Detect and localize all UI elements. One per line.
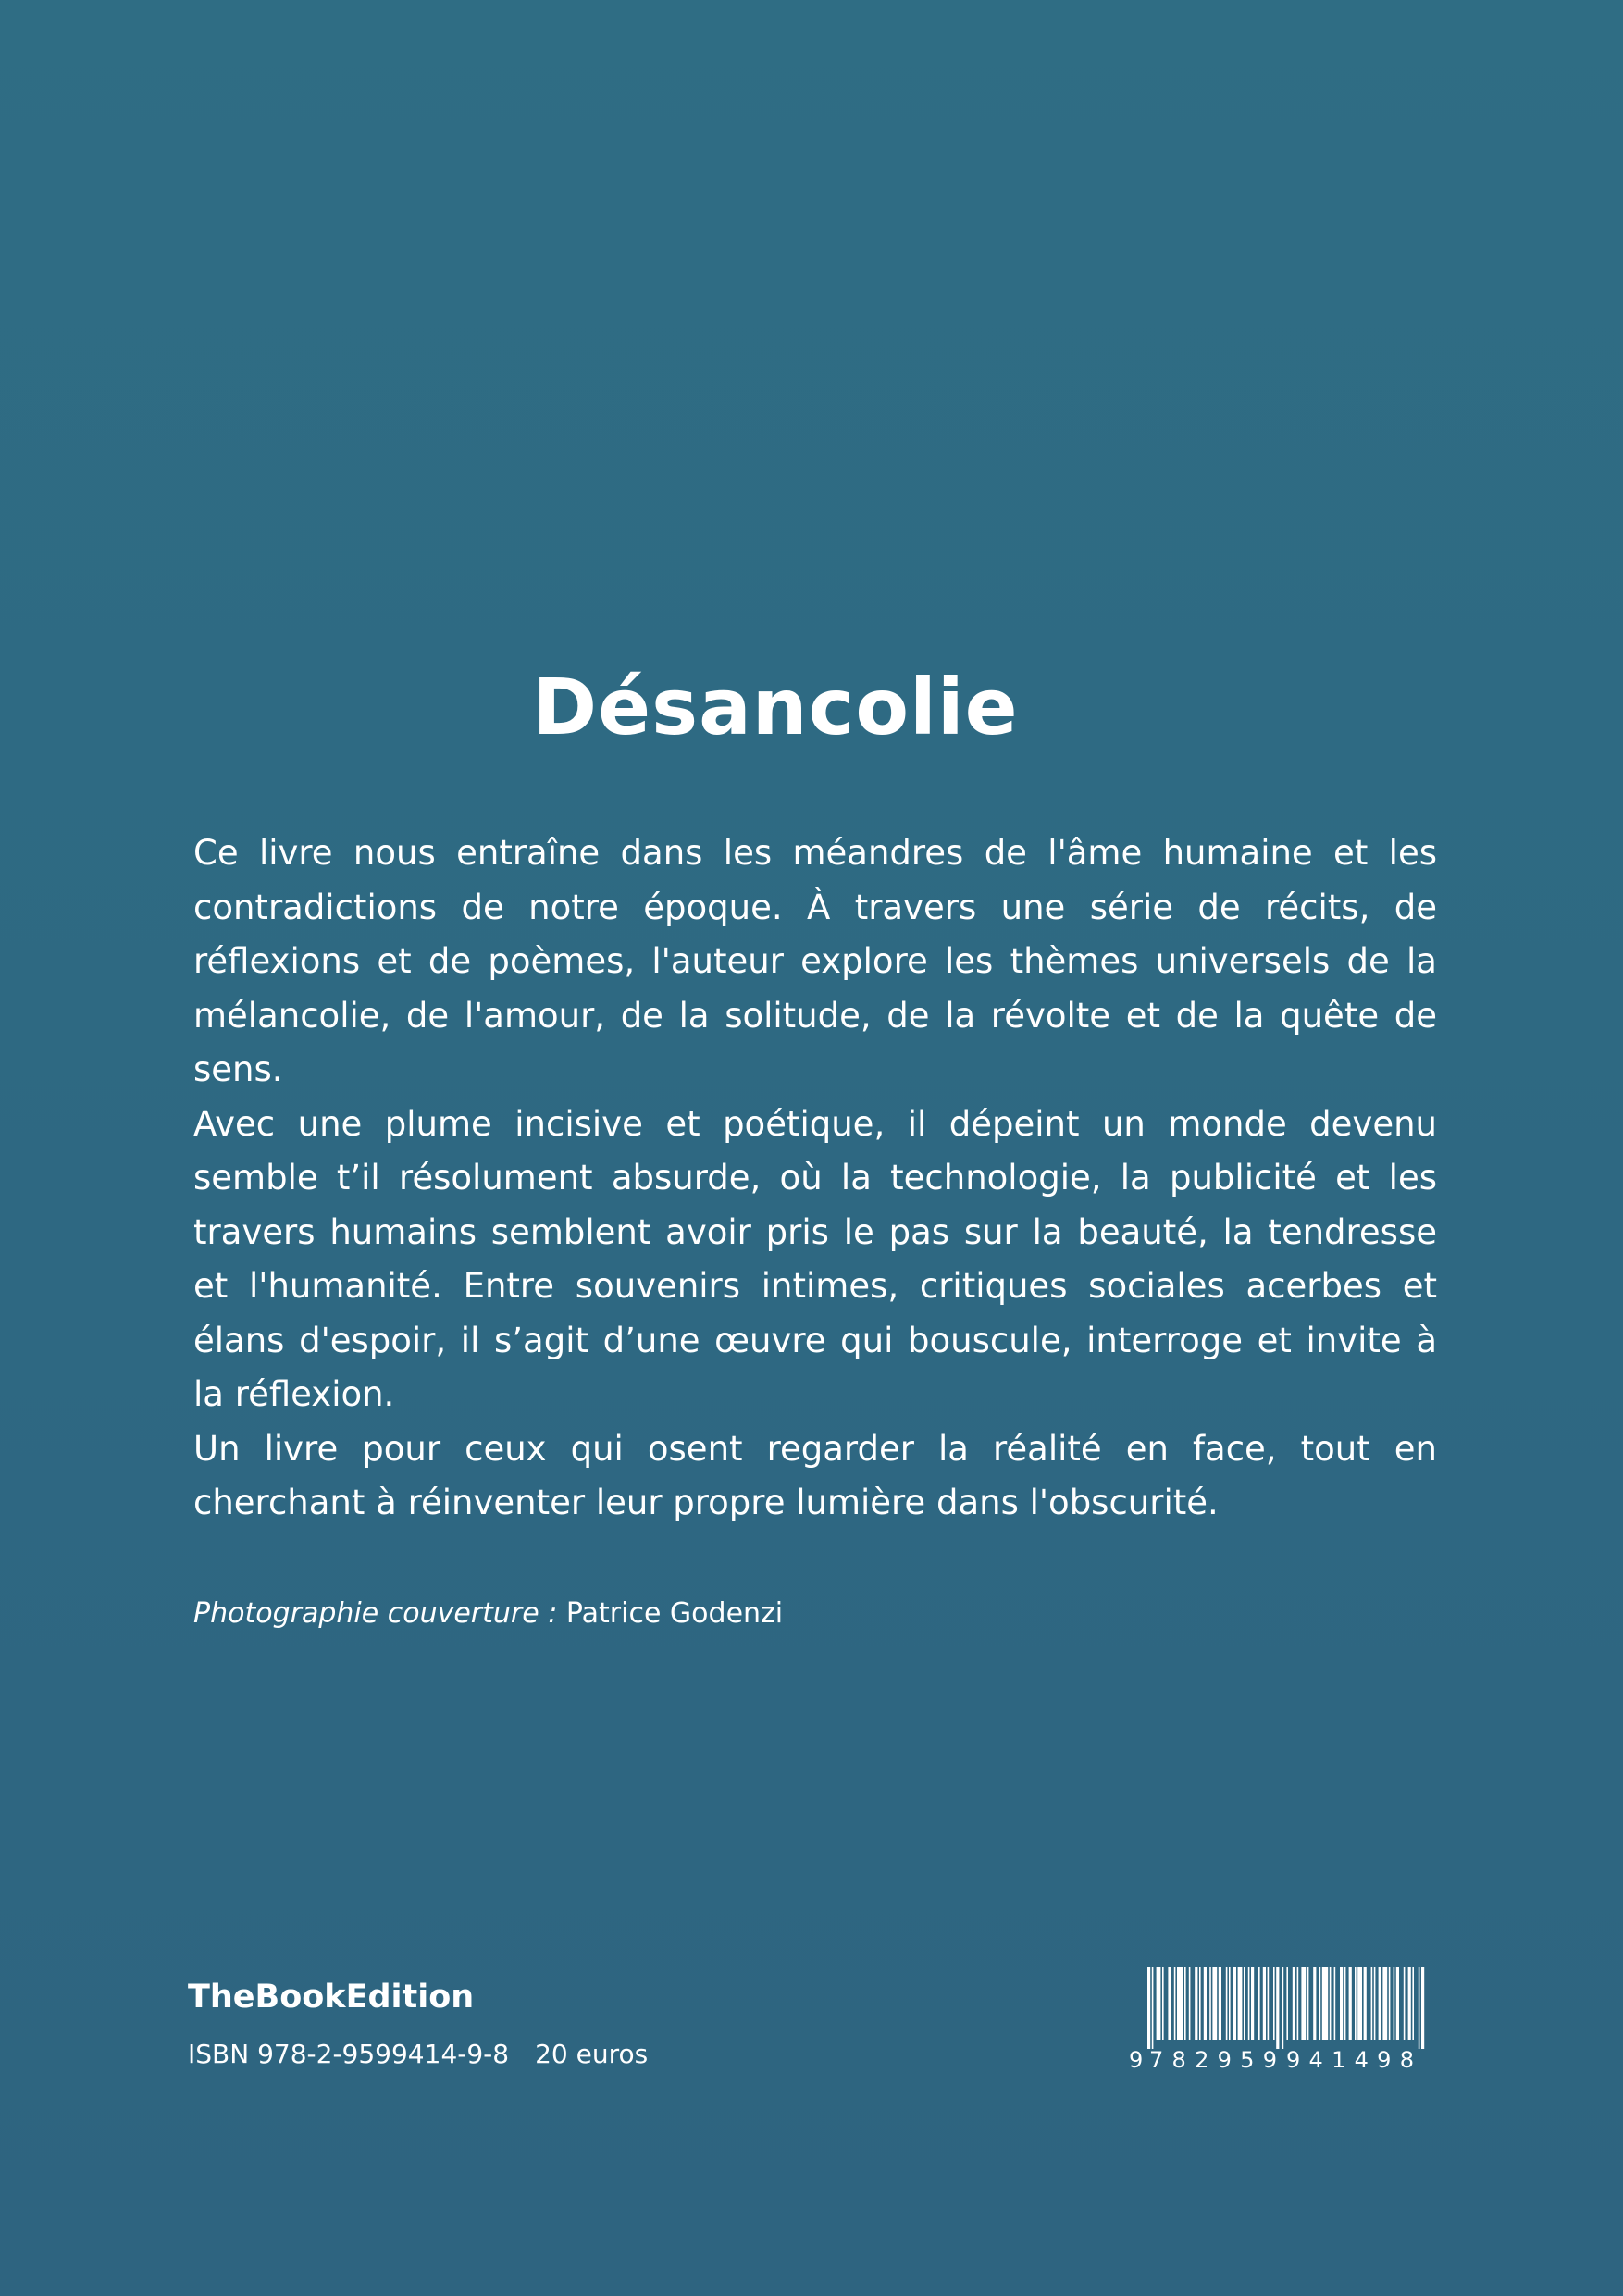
barcode-bar: [1330, 1967, 1332, 2040]
barcode-bar: [1322, 1967, 1328, 2040]
barcode-digit-lead: 9: [1129, 2047, 1144, 2069]
barcode-bar: [1371, 1967, 1373, 2040]
barcode-bar: [1177, 1967, 1183, 2040]
barcode-bar: [1229, 1967, 1231, 2040]
photo-credit-name: Patrice Godenzi: [565, 1597, 784, 1630]
barcode-bars: [1147, 1967, 1424, 2049]
barcode-bar: [1340, 1967, 1343, 2040]
photo-credit: [193, 1595, 783, 1632]
barcode-bar: [1408, 1967, 1411, 2040]
barcode-bar: [1238, 1967, 1243, 2040]
publisher-logo: TheBookEdition: [188, 1979, 475, 2016]
barcode-bar: [1301, 1967, 1306, 2040]
barcode-bar: [1319, 1967, 1321, 2040]
barcode-bar: [1293, 1967, 1295, 2040]
barcode-bar: [1204, 1967, 1207, 2040]
barcode-bar: [1421, 1967, 1424, 2049]
barcode-bar: [1276, 1967, 1279, 2049]
barcode-bar: [1344, 1967, 1346, 2040]
barcode-bar: [1394, 1967, 1395, 2040]
barcode-bar: [1282, 1967, 1284, 2049]
barcode-bar: [1379, 1967, 1381, 2040]
barcode-digits-left: 782959: [1149, 2047, 1277, 2069]
barcode-bar: [1162, 1967, 1164, 2040]
barcode-bar: [1382, 1967, 1387, 2040]
barcode-bar: [1313, 1967, 1316, 2040]
barcode-bar: [1244, 1967, 1245, 2040]
barcode-bar: [1226, 1967, 1228, 2040]
isbn-price-line: [188, 2038, 648, 2071]
barcode: [1127, 1966, 1429, 2069]
barcode-bar: [1404, 1967, 1406, 2040]
barcode-bar: [1374, 1967, 1376, 2040]
barcode-bar: [1184, 1967, 1186, 2040]
barcode-bar: [1219, 1967, 1221, 2040]
barcode-bar: [1334, 1967, 1336, 2040]
barcode-bar: [1357, 1967, 1362, 2040]
price: 20 euros: [535, 2039, 649, 2069]
barcode-bar: [1412, 1967, 1414, 2040]
barcode-bar: [1268, 1967, 1270, 2040]
photo-credit-label: Photographie couverture :: [193, 1597, 566, 1630]
description-paragraph: Avec une plume incisive et poétique, il dépeint un monde devenu semble t’il résolument absurde, où la technologie, la publicité et les travers humains semblent avoir pris le pas sur la beauté, la tendresse et l'humanité. Entre souvenirs intimes, critiques sociales acerbes et élans d'espoir, il s’agit d’une œuvre qui bouscule, interroge et invite à la réflexion.: [193, 1103, 1437, 1414]
barcode-bar: [1251, 1967, 1254, 2040]
barcode-bar: [1152, 1967, 1154, 2049]
barcode-bar: [1212, 1967, 1217, 2040]
description-paragraph: Ce livre nous entraîne dans les méandres de l'âme humaine et les contradictions de notre époque. À travers une série de récits, de réflexions et de poèmes, l'auteur explore les thèmes universels de la mélancolie, de l'amour, de la solitude, de la révolte et de la quête de sens.: [193, 833, 1437, 1089]
barcode-bar: [1364, 1967, 1367, 2040]
barcode-bar: [1286, 1967, 1288, 2040]
book-description: [193, 826, 1437, 1531]
barcode-bar: [1195, 1967, 1197, 2040]
barcode-bar: [1349, 1967, 1352, 2040]
barcode-bar: [1396, 1967, 1399, 2040]
barcode-bar: [1147, 1967, 1150, 2049]
barcode-bar: [1248, 1967, 1250, 2040]
barcode-bar: [1174, 1967, 1176, 2040]
barcode-bar: [1168, 1967, 1171, 2040]
isbn-number: ISBN 978-2-9599414-9-8: [188, 2039, 510, 2069]
barcode-bar: [1199, 1967, 1201, 2040]
barcode-bar: [1189, 1967, 1191, 2040]
barcode-bar: [1258, 1967, 1260, 2040]
barcode-digits-right: 941498: [1286, 2047, 1414, 2069]
barcode-bar: [1233, 1967, 1236, 2040]
barcode-bar: [1157, 1967, 1161, 2040]
barcode-bar: [1209, 1967, 1211, 2040]
barcode-bar: [1307, 1967, 1309, 2040]
barcode-bar: [1355, 1967, 1357, 2040]
book-title: Désancolie: [532, 662, 1019, 752]
barcode-bar: [1263, 1967, 1266, 2040]
barcode-bar: [1419, 1967, 1420, 2049]
barcode-bar: [1297, 1967, 1299, 2040]
description-paragraph: Un livre pour ceux qui osent regarder la réalité en face, tout en cherchant à réinventer leur propre lumière dans l'obscurité.: [193, 1428, 1437, 1522]
barcode-bar: [1389, 1967, 1391, 2040]
barcode-bar: [1273, 1967, 1275, 2040]
